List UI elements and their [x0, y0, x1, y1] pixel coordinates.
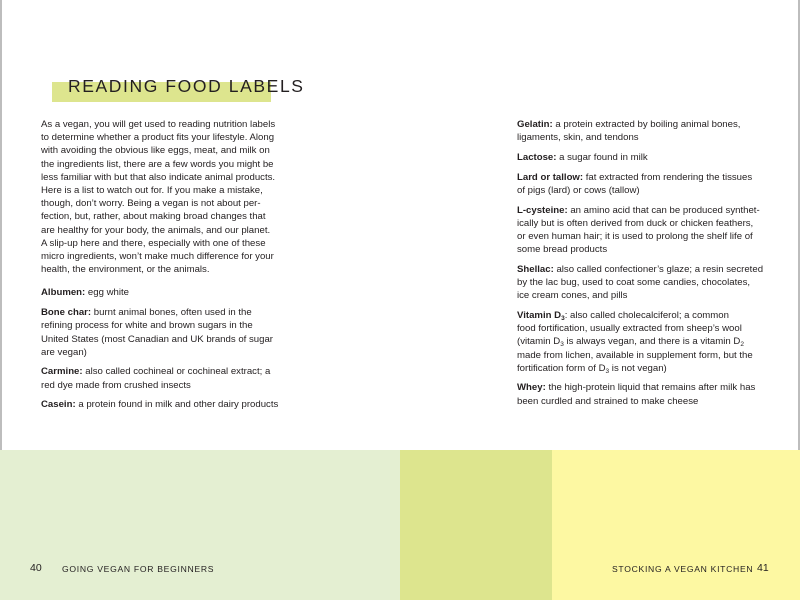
- footer-band-right: [552, 450, 800, 600]
- entry-term: Whey:: [517, 382, 546, 394]
- intro-line: less familiar with but that also indicate animal products.: [41, 171, 276, 183]
- entry-text-mixed: [517, 362, 765, 375]
- intro-line: micro ingredients, won’t make much difference for your: [41, 251, 274, 263]
- glossary-entry-shellac: [517, 263, 765, 303]
- intro-line: A slip-up here and there, especially with one of these: [41, 237, 266, 249]
- entry-text: or even human hair; it is used to prolong the shelf life of: [517, 230, 753, 242]
- running-title-right: STOCKING A VEGAN KITCHEN: [612, 564, 754, 574]
- entry-text: an amino acid that can be produced synthet-: [567, 204, 760, 216]
- intro-line: fection, but, rather, about making broad changes that: [41, 211, 266, 223]
- entry-text: fortification form of D: [517, 362, 606, 374]
- entry-text: ligaments, skin, and tendons: [517, 132, 639, 144]
- glossary-entry-l-cysteine: [517, 204, 765, 257]
- glossary-entry-albumen: [41, 286, 287, 299]
- entry-text: some bread products: [517, 244, 608, 256]
- entry-term: Lard or tallow:: [517, 171, 584, 183]
- intro-line: As a vegan, you will get used to reading nutrition labels: [41, 119, 276, 130]
- glossary-entry-lard-or-tallow: [517, 171, 765, 197]
- entry-term: [517, 310, 565, 321]
- entry-text: are vegan): [41, 346, 87, 358]
- footer-band-left: [0, 450, 400, 600]
- page-number-left: 40: [30, 562, 42, 574]
- entry-text: of pigs (lard) or cows (tallow): [517, 184, 640, 196]
- intro-line: to determine whether a product fits your lifestyle. Along: [41, 132, 275, 144]
- entry-text: a sugar found in milk: [556, 151, 648, 163]
- entry-text: by the lac bug, used to coat some candies, chocolates,: [517, 277, 751, 289]
- left-edge-line: [0, 0, 2, 450]
- subscript: 3: [560, 341, 564, 349]
- entry-term: L-cysteine:: [517, 204, 568, 216]
- entry-text: a protein extracted by boiling animal bones,: [552, 119, 741, 130]
- entry-text: is not vegan): [609, 362, 667, 374]
- vitamin-d-label: Vitamin D: [517, 309, 562, 321]
- entry-text: ice cream cones, and pills: [517, 290, 628, 302]
- glossary-entry-bone-char: [41, 306, 287, 359]
- glossary-entry-casein: [41, 398, 287, 411]
- entry-term: Gelatin:: [517, 119, 553, 130]
- intro-paragraph: [41, 118, 287, 276]
- right-column: [517, 118, 765, 414]
- subscript: 2: [740, 341, 744, 349]
- page-number-right: 41: [757, 562, 769, 574]
- entry-text: burnt animal bones, often used in the: [91, 307, 252, 319]
- entry-text: a protein found in milk and other dairy products: [75, 399, 279, 411]
- left-column: [41, 118, 287, 418]
- intro-line: Here is a list to watch out for. If you make a mistake,: [41, 185, 263, 197]
- footer-band-middle: [400, 450, 552, 600]
- entry-text: made from lichen, available in supplement form, but the: [517, 349, 753, 361]
- intro-line: the ingredients list, there are a few words you might be: [41, 158, 274, 170]
- entry-text: : also called cholecalciferol; a common: [564, 309, 729, 321]
- entry-text: egg white: [85, 287, 129, 299]
- entry-text: also called confectioner’s glaze; a resin secreted: [553, 263, 764, 275]
- entry-text: the high-protein liquid that remains after milk has: [545, 382, 756, 394]
- glossary-entry-lactose: [517, 151, 765, 164]
- entry-term: Shellac:: [517, 263, 554, 275]
- intro-line: with avoiding the obvious like eggs, meat, and milk on: [41, 145, 270, 157]
- entry-text: fat extracted from rendering the tissues: [583, 171, 753, 183]
- entry-text: red dye made from crushed insects: [41, 379, 191, 391]
- entry-text: food fortification, usually extracted from sheep’s wool: [517, 323, 742, 335]
- running-title-left: GOING VEGAN FOR BEGINNERS: [62, 564, 215, 574]
- section-heading: READING FOOD LABELS: [68, 76, 305, 96]
- entry-text: also called cochineal or cochineal extract; a: [82, 366, 271, 378]
- intro-line: health, the environment, or the animals.: [41, 264, 210, 276]
- glossary-entry-gelatin: [517, 118, 765, 144]
- intro-line: are healthy for your body, the animals, and our planet.: [41, 224, 271, 236]
- entry-text: ically but is often derived from duck or chicken feathers,: [517, 217, 754, 229]
- entry-term: Albumen:: [41, 287, 86, 299]
- entry-text: is always vegan, and there is a vitamin D: [563, 336, 741, 348]
- glossary-entry-whey: [517, 381, 765, 407]
- entry-text: refining process for white and brown sugars in the: [41, 320, 253, 332]
- entry-text: United States (most Canadian and UK brands of sugar: [41, 333, 273, 345]
- entry-term: Lactose:: [517, 151, 557, 163]
- glossary-entry-vitamin-d3: [517, 309, 765, 375]
- subscript: 3: [605, 367, 610, 375]
- entry-term: Carmine:: [41, 366, 83, 378]
- intro-line: though, don’t worry. Being a vegan is not about per-: [41, 198, 261, 210]
- glossary-entry-carmine: [41, 365, 287, 391]
- entry-text: been curdled and strained to make cheese: [517, 395, 699, 407]
- entry-term: Bone char:: [41, 307, 92, 319]
- entry-text-mixed: [517, 335, 765, 348]
- entry-term: Casein:: [41, 399, 76, 411]
- entry-text: (vitamin D: [517, 336, 561, 348]
- subscript: 3: [561, 314, 565, 322]
